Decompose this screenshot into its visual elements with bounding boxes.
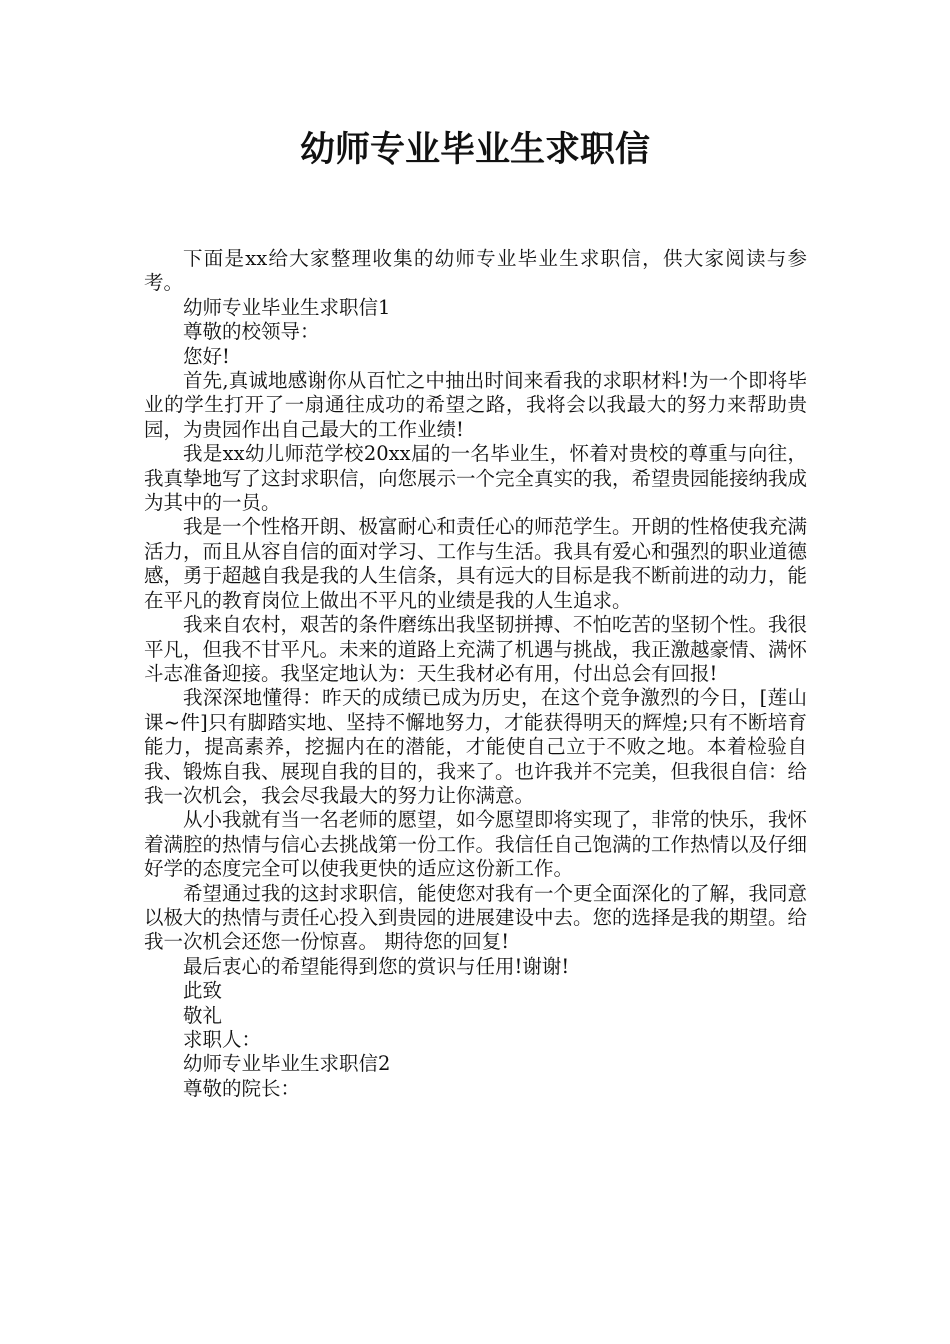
closing-phrase: 此致 xyxy=(183,979,223,1003)
body-paragraph: 首先,真诚地感谢你从百忙之中抽出时间来看我的求职材料!为一个即将毕业的学生打开了一扇通往成功的希望之路，我将会以我最大的努力来帮助贵园，为贵园作出自己最大的工作业绩! xyxy=(144,369,807,441)
salutation: 尊敬的院长： xyxy=(183,1076,301,1100)
body-paragraph: 我是一个性格开朗、极富耐心和责任心的师范学生。开朗的性格使我充满活力，而且从容自信的面对学习、工作与生活。我具有爱心和强烈的职业道德感，勇于超越自我是我的人生信条，具有远大的目标是我不断前进的动力，能在平凡的教育岗位上做出不平凡的业绩是我的人生追求。 xyxy=(144,515,808,612)
section-heading: 幼师专业毕业生求职信2 xyxy=(183,1052,391,1076)
closing-salute: 敬礼 xyxy=(183,1003,223,1027)
salutation: 尊敬的校领导： xyxy=(183,320,320,344)
body-paragraph: 我是xx幼儿师范学校20xx届的一名毕业生，怀着对贵校的尊重与向往，我真挚地写了这封求职信，向您展示一个完全真实的我，希望贵园能接纳我成为其中的一员。 xyxy=(144,442,808,515)
body-paragraph: 从小我就有当一名老师的愿望，如今愿望即将实现了，非常的快乐，我怀着满腔的热情与信心去挑战第一份工作。我信任自己饱满的工作热情以及仔细好学的态度完全可以使我更快的适应这份新工作。 xyxy=(144,808,808,881)
closing-line: 最后衷心的希望能得到您的赏识与任用!谢谢! xyxy=(183,954,570,978)
body-paragraph: 我深深地懂得：昨天的成绩已成为历史，在这个竞争激烈的今日，[莲山 课~件]只有脚踏实地、坚持不懈地努力，才能获得明天的辉煌;只有不断培育能力，提高素养，挖掘内在的潜能，才能使自己立于不败之地。本着检验自我、锻炼自我、展现自我的目的，我来了。也许我并不完美，但我很自信：给我一次机会，我会尽我最大的努力让你满意。 xyxy=(144,686,808,807)
greeting: 您好! xyxy=(183,344,230,368)
signature-label: 求职人： xyxy=(183,1028,262,1051)
document-body xyxy=(144,247,807,1101)
document-title: 幼师专业毕业生求职信 xyxy=(299,130,650,170)
body-paragraph: 希望通过我的这封求职信，能使您对我有一个更全面深化的了解，我同意以极大的热情与责任心投入到贵园的进展建设中去。您的选择是我的期望。给我一次机会还您一份惊喜。 期待您的回复! xyxy=(144,881,808,954)
intro-paragraph: 下面是xx给大家整理收集的幼师专业毕业生求职信，供大家阅读与参考。 xyxy=(144,247,807,295)
section-heading: 幼师专业毕业生求职信1 xyxy=(183,295,391,319)
body-paragraph: 我来自农村，艰苦的条件磨练出我坚韧拼搏、不怕吃苦的坚韧个性。我很平凡，但我不甘平凡。未来的道路上充满了机遇与挑战，我正激越豪情、满怀斗志准备迎接。我坚定地认为：天生我材必有用，付出总会有回报! xyxy=(144,613,808,685)
